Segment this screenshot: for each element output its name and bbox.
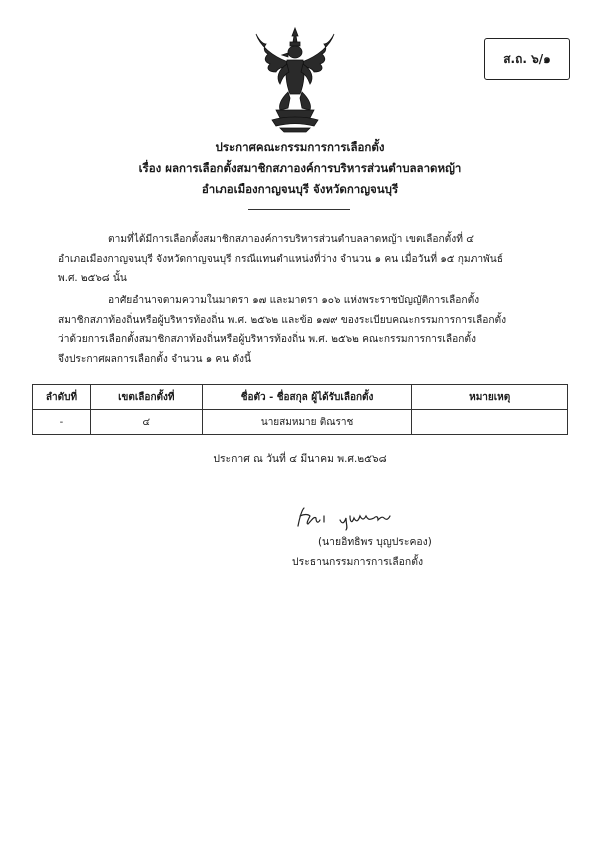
- table-row: [33, 410, 568, 435]
- results-table: [32, 384, 568, 435]
- table-header-row: [33, 385, 568, 410]
- paragraph-1: [58, 230, 558, 289]
- paragraph-2: [58, 291, 558, 369]
- cell-name: นายสมหมาย ติณราช: [202, 410, 412, 435]
- header-line-3: อำเภอเมืองกาญจนบุรี จังหวัดกาญจนบุรี: [201, 182, 399, 196]
- column-header-name: ชื่อตัว - ชื่อสกุล ผู้ได้รับเลือกตั้ง: [202, 385, 412, 410]
- paragraph-2-line: ว่าด้วยการเลือกตั้งสมาชิกสภาท้องถิ่นหรือผู้บริหารท้องถิ่น พ.ศ. ๒๕๖๒ คณะกรรมการการเลือกตั้ง: [58, 334, 476, 345]
- cell-order: -: [33, 410, 91, 435]
- column-header-district: เขตเลือกตั้งที่: [90, 385, 202, 410]
- column-header-order: ลำดับที่: [33, 385, 91, 410]
- announcement-date: ประกาศ ณ วันที่ ๔ มีนาคม พ.ศ.๒๕๖๘: [213, 453, 387, 465]
- cell-district: ๔: [90, 410, 202, 435]
- paragraph-2-line: จึงประกาศผลการเลือกตั้ง จำนวน ๑ คน ดังนี้: [58, 353, 251, 365]
- paragraph-2-line: สมาชิกสภาท้องถิ่นหรือผู้บริหารท้องถิ่น พ.ศ. ๒๕๖๒ และข้อ ๑๗๙ ของระเบียบคณะกรรมการการเลือกตั้ง: [58, 314, 507, 326]
- signer-name: (นายอิทธิพร บุญประคอง): [318, 536, 432, 548]
- form-code-box: [484, 38, 570, 80]
- signer-title: ประธานกรรมการการเลือกตั้ง: [292, 556, 424, 568]
- header-line-1: ประกาศคณะกรรมการการเลือกตั้ง: [215, 140, 385, 154]
- header-divider: [248, 209, 350, 210]
- paragraph-1-line: อำเภอเมืองกาญจนบุรี จังหวัดกาญจนบุรี กรณีแทนตำแหน่งที่ว่าง จำนวน ๑ คน เมื่อวันที่ ๑๕ กุมภาพันธ์: [58, 253, 503, 265]
- handwritten-signature: [290, 502, 420, 532]
- paragraph-1-line: ตามที่ได้มีการเลือกตั้งสมาชิกสภาองค์การบริหารส่วนตำบลลาดหญ้า เขตเลือกตั้งที่ ๔: [108, 234, 474, 245]
- column-header-remark: หมายเหตุ: [412, 385, 568, 410]
- garuda-emblem-icon: [250, 26, 340, 134]
- header-line-2: เรื่อง ผลการเลือกตั้งสมาชิกสภาองค์การบริหารส่วนตำบลลาดหญ้า: [138, 161, 462, 175]
- cell-remark: [412, 410, 568, 435]
- form-code-label: ส.ถ. ๖/๑: [503, 51, 551, 66]
- paragraph-2-line: อาศัยอำนาจตามความในมาตรา ๑๗ และมาตรา ๑๐๖ แห่งพระราชบัญญัติการเลือกตั้ง: [108, 295, 480, 306]
- paragraph-1-line: พ.ศ. ๒๕๖๘ นั้น: [58, 273, 127, 284]
- announcement-header: [0, 137, 600, 200]
